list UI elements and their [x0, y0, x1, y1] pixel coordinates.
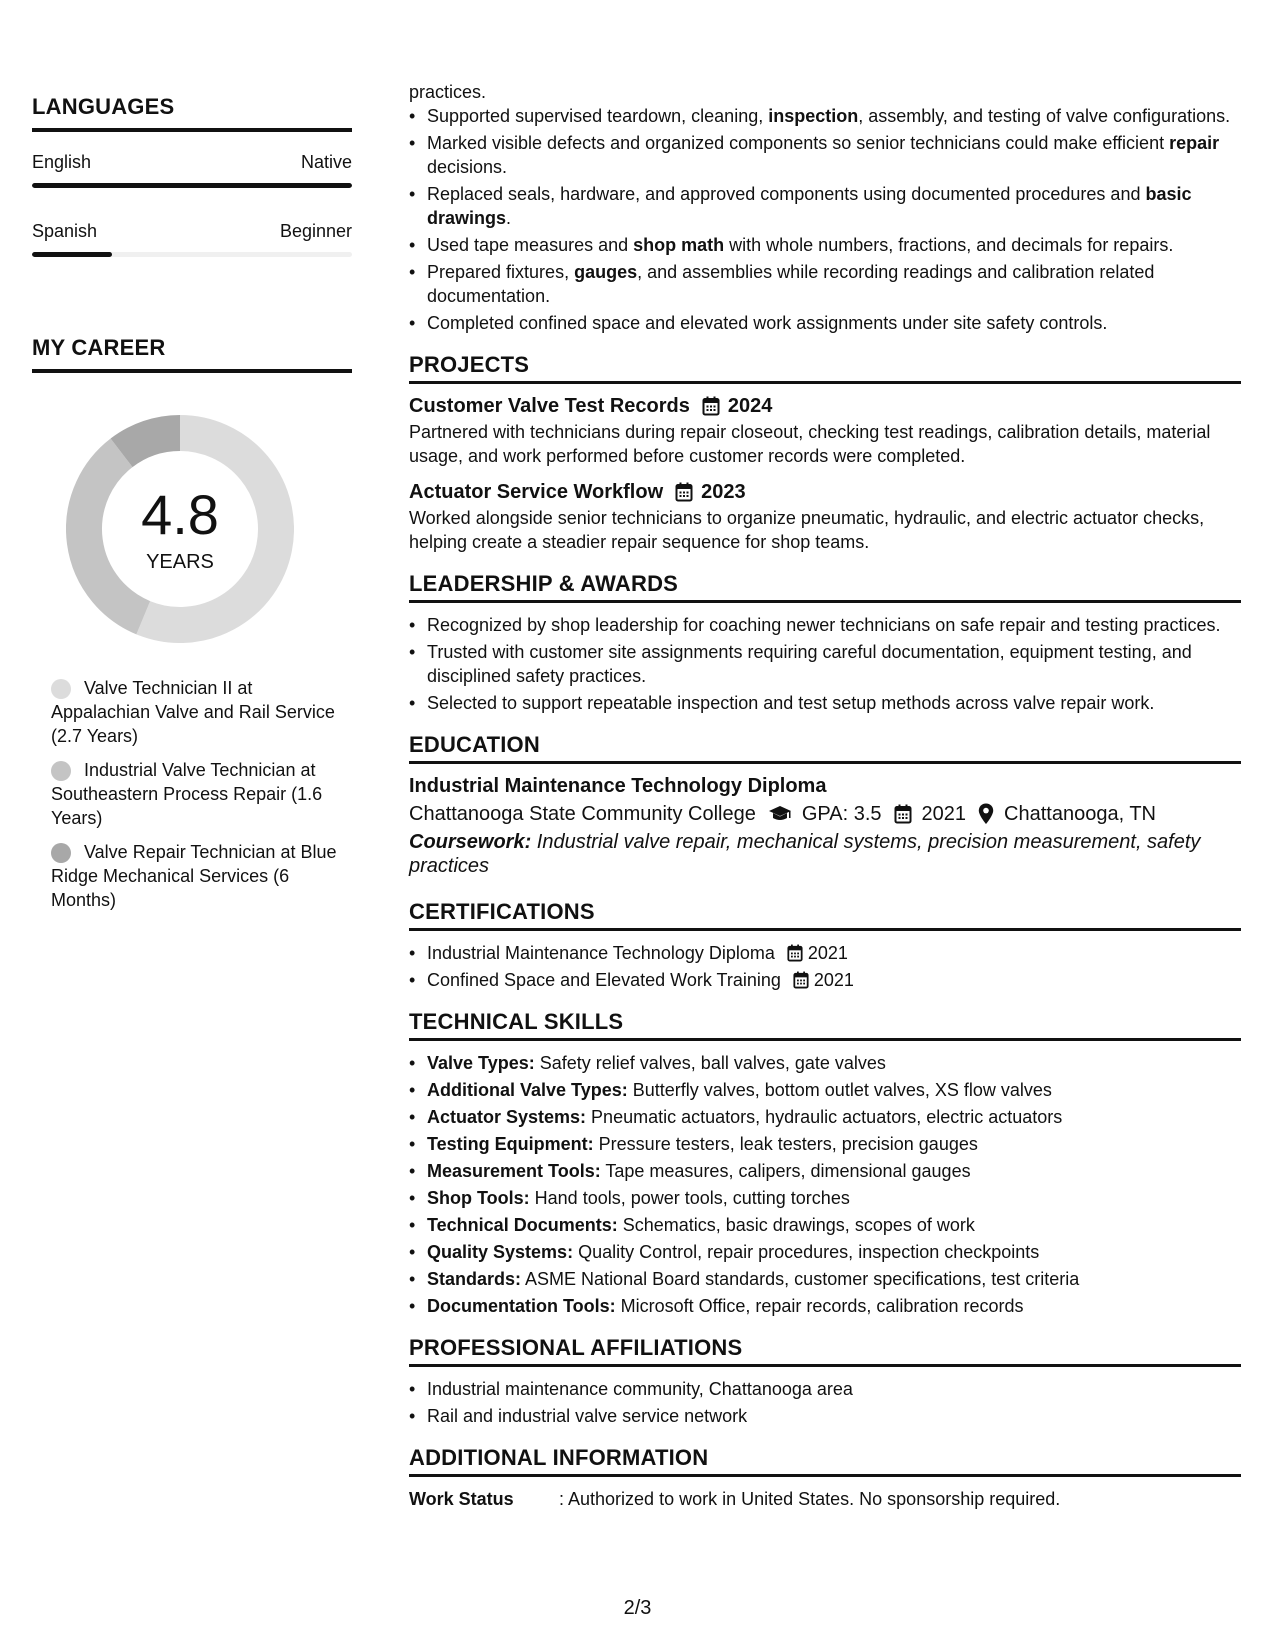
career-job-text: Industrial Valve Technician at Southeastern Process Repair (1.6 Years) [51, 760, 323, 828]
calendar-icon [702, 396, 720, 416]
skill-item: • Actuator Systems: Pneumatic actuators, hydraulic actuators, electric actuators [409, 1105, 1241, 1129]
project-title: Customer Valve Test Records [409, 395, 690, 417]
leadership-bullets [409, 613, 1241, 715]
career-legend [51, 676, 341, 922]
experience-bullet: • Replaced seals, hardware, and approved components using documented procedures and basic drawings. [409, 182, 1241, 230]
skills-heading: TECHNICAL SKILLS [409, 1010, 1241, 1041]
calendar-icon [675, 482, 693, 502]
career-legend-item [51, 758, 341, 830]
work-status-row [409, 1487, 1241, 1511]
certification-item [409, 941, 1241, 965]
project-year: 2024 [727, 395, 773, 417]
leadership-heading: LEADERSHIP & AWARDS [409, 572, 1241, 603]
project-title-row [409, 394, 1241, 418]
skill-item: • Testing Equipment: Pressure testers, leak testers, precision gauges [409, 1132, 1241, 1156]
language-fill [32, 252, 112, 257]
skill-item: • Shop Tools: Hand tools, power tools, cutting torches [409, 1186, 1241, 1210]
career-total-value: 4.8 [141, 483, 219, 546]
affiliation-item: • Rail and industrial valve service network [409, 1404, 1241, 1428]
certification-year: 2021 [813, 970, 854, 990]
additional-info-heading: ADDITIONAL INFORMATION [409, 1446, 1241, 1477]
experience-continued-text: practices. [409, 82, 487, 102]
language-level: Beginner [279, 221, 352, 241]
education-school: Chattanooga State Community College [409, 803, 756, 825]
skill-item: • Additional Valve Types: Butterfly valves, bottom outlet valves, XS flow valves [409, 1078, 1241, 1102]
leadership-bullet: • Selected to support repeatable inspection and test setup methods across valve repair work. [409, 691, 1241, 715]
project-description: Worked alongside senior technicians to organize pneumatic, hydraulic, and electric actuator checks, helping create a steadier repair sequence for shop teams. [409, 508, 1205, 552]
education-coursework [409, 830, 1241, 878]
career-legend-item [51, 676, 341, 748]
work-status-label: Work Status [409, 1489, 514, 1509]
certification-name: • Industrial Maintenance Technology Diploma [427, 943, 775, 963]
experience-bullets [409, 104, 1241, 335]
coursework-text: Industrial valve repair, mechanical systems, precision measurement, safety practices [409, 831, 1201, 877]
language-row-english [32, 152, 352, 173]
certification-item [409, 968, 1241, 992]
project-year: 2023 [701, 481, 746, 503]
career-heading: MY CAREER [32, 335, 352, 373]
leadership-bullet: • Trusted with customer site assignments requiring careful documentation, equipment testing, and disciplined safety practices. [409, 640, 1241, 688]
affiliations-list [409, 1377, 1241, 1428]
page-number: 2/3 [623, 1597, 652, 1619]
certification-name: • Confined Space and Elevated Work Training [427, 970, 781, 990]
education-location: Chattanooga, TN [1004, 803, 1156, 825]
right-column [409, 80, 1241, 1511]
education-degree: Industrial Maintenance Technology Diploma [409, 775, 827, 797]
skill-item: • Measurement Tools: Tape measures, calipers, dimensional gauges [409, 1159, 1241, 1183]
skill-item: • Documentation Tools: Microsoft Office, repair records, calibration records [409, 1294, 1241, 1318]
projects-heading: PROJECTS [409, 353, 1241, 384]
career-job-text: Valve Repair Technician at Blue Ridge Mechanical Services (6 Months) [51, 842, 337, 910]
language-bar-english [32, 183, 352, 188]
education-year: 2021 [921, 803, 967, 825]
certification-list [409, 941, 1241, 992]
calendar-icon [793, 971, 809, 989]
skill-item: • Valve Types: Safety relief valves, ball valves, gate valves [409, 1051, 1241, 1075]
experience-bullet: • Supported supervised teardown, cleaning, inspection, assembly, and testing of valve configurations. [409, 104, 1241, 128]
legend-dot [51, 761, 71, 781]
legend-dot [51, 843, 71, 863]
leadership-bullet: • Recognized by shop leadership for coaching newer technicians on safe repair and testing practices. [409, 613, 1241, 637]
education-gpa: GPA: 3.5 [801, 803, 882, 825]
affiliations-heading: PROFESSIONAL AFFILIATIONS [409, 1336, 1241, 1367]
calendar-icon [787, 944, 803, 962]
legend-dot [51, 679, 71, 699]
map-pin-icon [978, 803, 994, 825]
work-status-value: : Authorized to work in United States. No sponsorship required. [559, 1489, 1061, 1509]
project-title-row [409, 480, 1241, 504]
experience-bullet: • Marked visible defects and organized components so senior technicians could make efficient repair decisions. [409, 131, 1241, 179]
calendar-icon [894, 804, 912, 824]
skill-item: • Standards: ASME National Board standards, customer specifications, test criteria [409, 1267, 1241, 1291]
skill-item: • Quality Systems: Quality Control, repair procedures, inspection checkpoints [409, 1240, 1241, 1264]
language-row-spanish [32, 221, 352, 242]
project-description: Partnered with technicians during repair closeout, checking test readings, calibration details, material usage, and work performed before customer records were completed. [409, 422, 1211, 466]
language-fill [32, 183, 352, 188]
certification-year: 2021 [807, 943, 848, 963]
experience-bullet: • Completed confined space and elevated work assignments under site safety controls. [409, 311, 1241, 335]
language-name: Spanish [32, 221, 98, 241]
career-total-unit: YEARS [146, 551, 214, 573]
affiliation-item: • Industrial maintenance community, Chattanooga area [409, 1377, 1241, 1401]
experience-bullet: • Prepared fixtures, gauges, and assemblies while recording readings and calibration related documentation. [409, 260, 1241, 308]
certifications-heading: CERTIFICATIONS [409, 900, 1241, 931]
languages-heading: LANGUAGES [32, 94, 352, 132]
project-title: Actuator Service Workflow [409, 481, 664, 503]
language-name: English [32, 152, 92, 172]
language-level: Native [300, 152, 352, 172]
experience-bullet: • Used tape measures and shop math with whole numbers, fractions, and decimals for repairs. [409, 233, 1241, 257]
career-legend-item [51, 840, 341, 912]
skill-item: • Technical Documents: Schematics, basic drawings, scopes of work [409, 1213, 1241, 1237]
career-job-text: Valve Technician II at Appalachian Valve and Rail Service (2.7 Years) [51, 678, 335, 746]
graduation-cap-icon [768, 805, 792, 823]
career-donut-chart [66, 415, 294, 643]
skills-list [409, 1051, 1241, 1318]
education-heading: EDUCATION [409, 733, 1241, 764]
education-details [409, 802, 1241, 826]
coursework-label: Coursework: [409, 831, 532, 853]
language-bar-spanish [32, 252, 352, 257]
